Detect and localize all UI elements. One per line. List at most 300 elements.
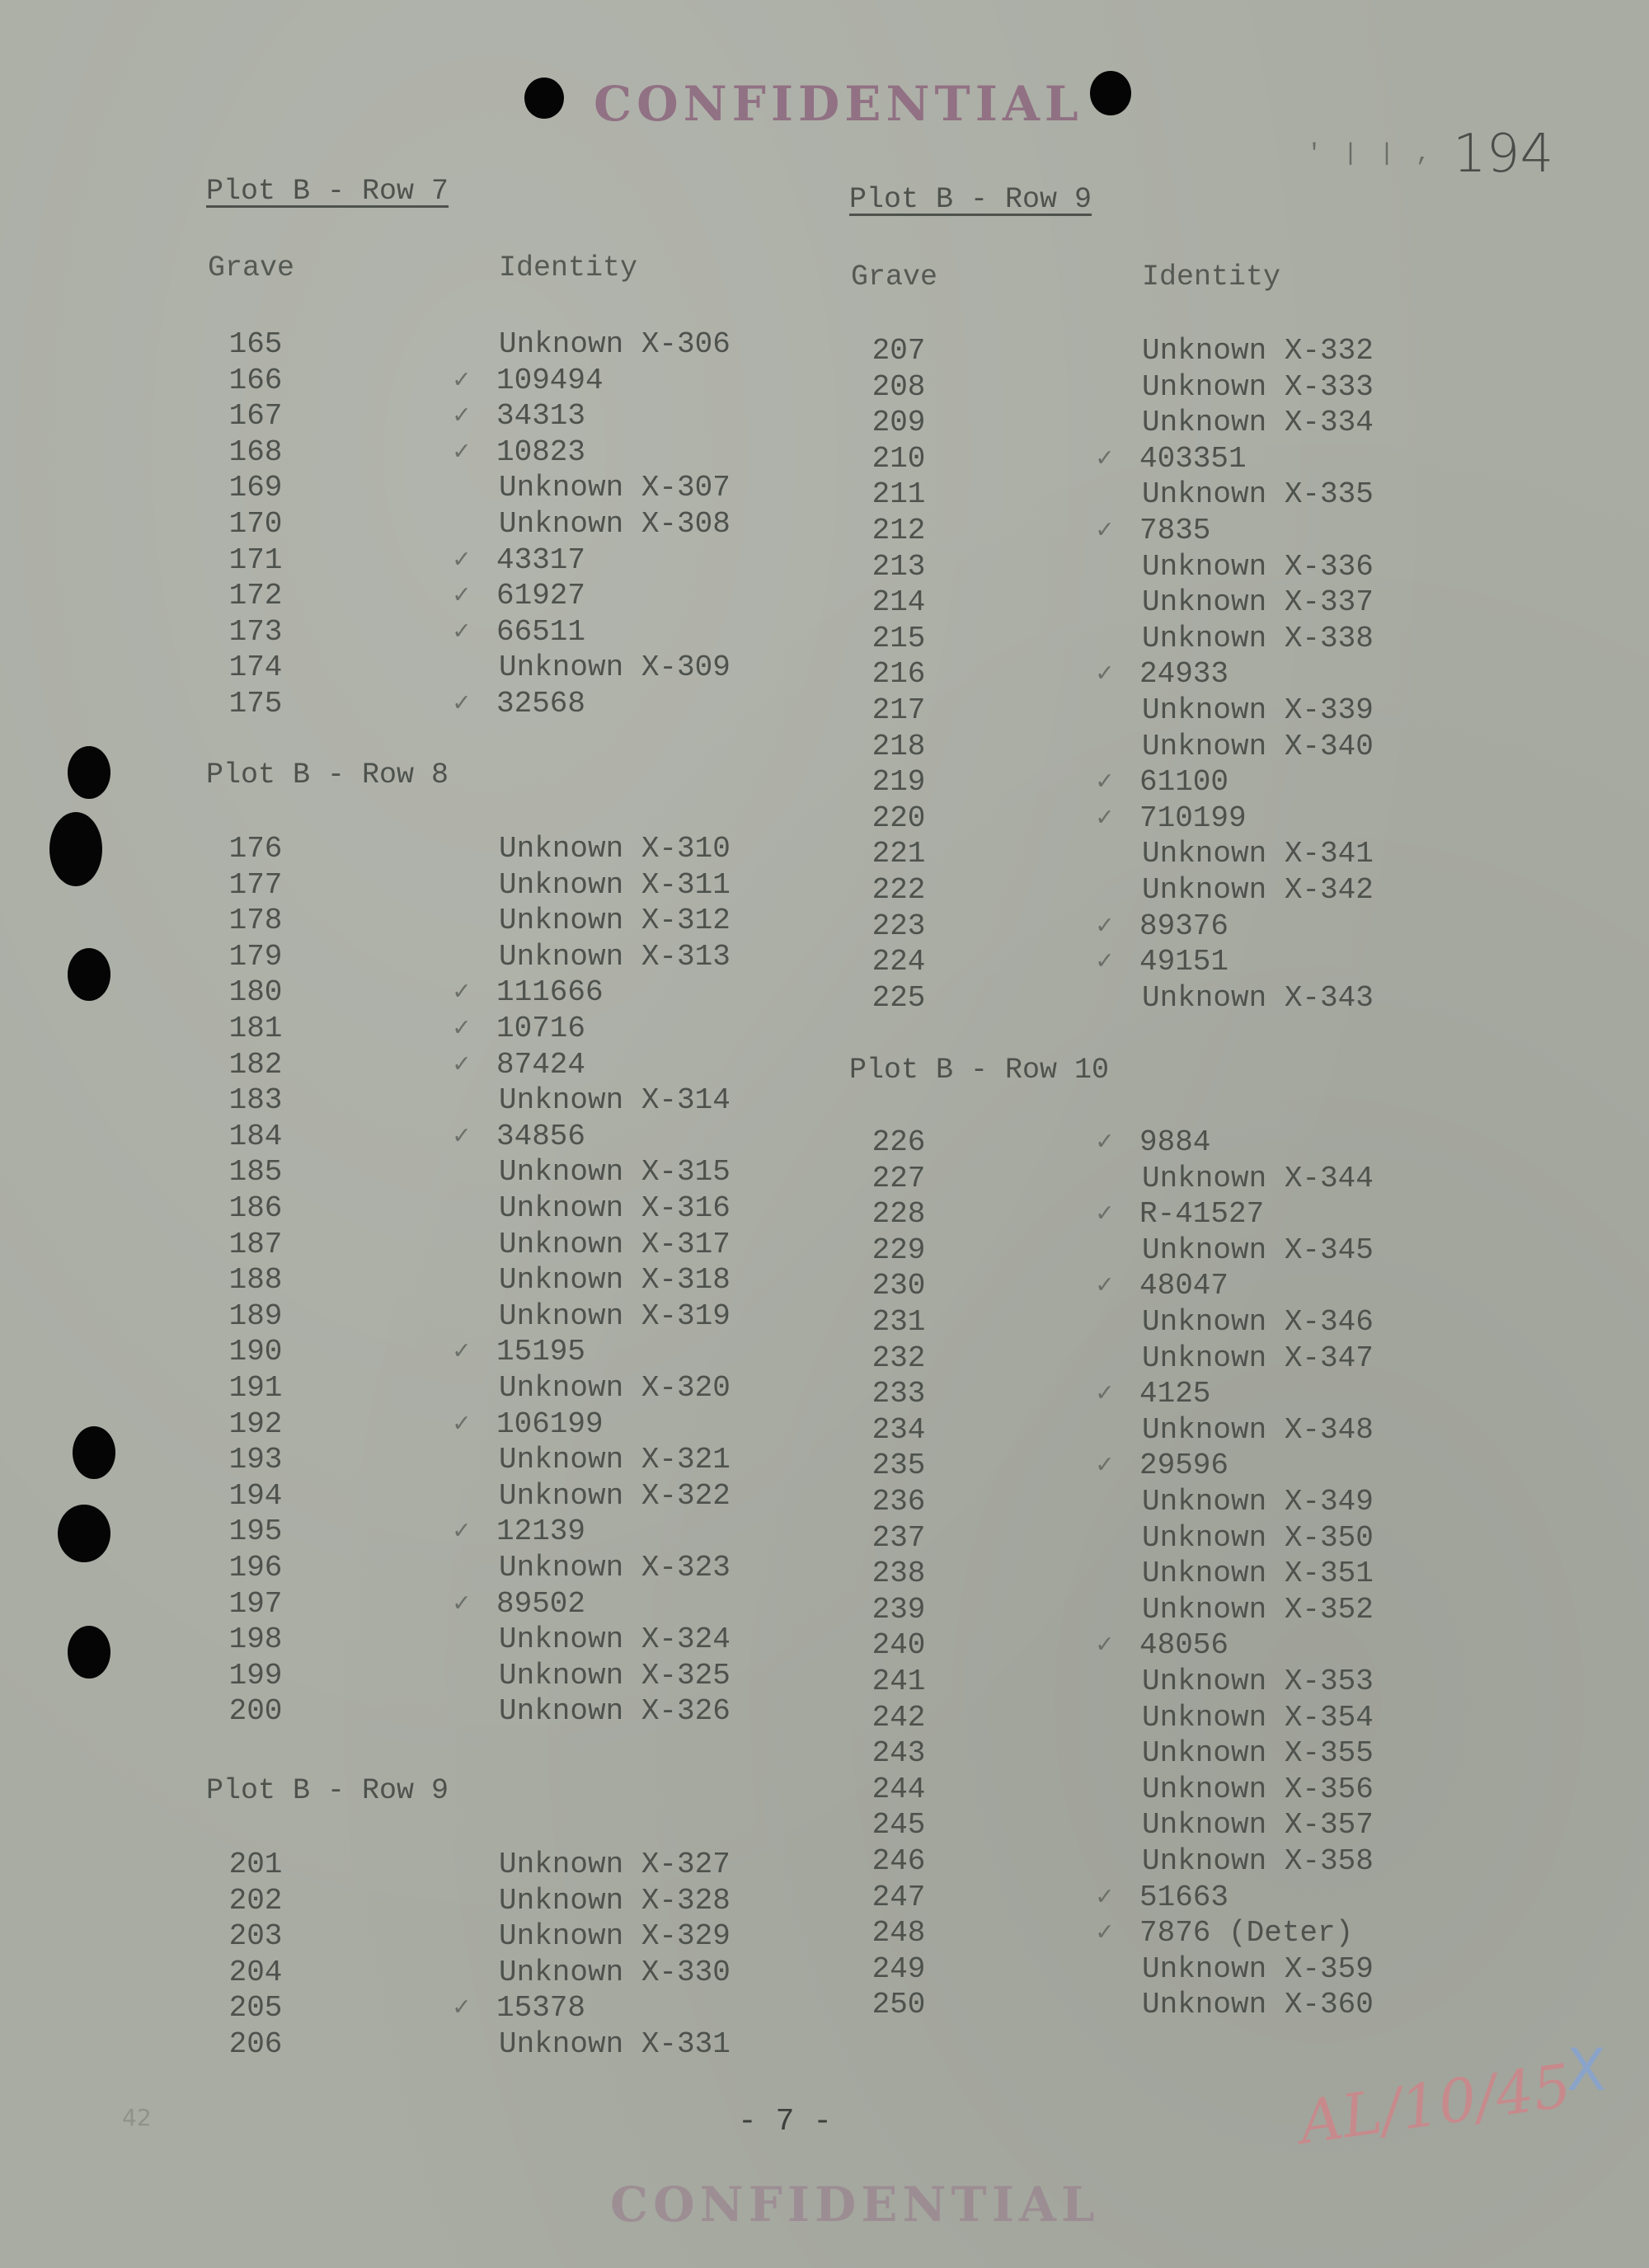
identity-value: Unknown X-310 xyxy=(499,832,731,866)
grave-number: 205 xyxy=(228,1991,283,2026)
check-mark-icon: ✓ xyxy=(1097,1918,1113,1949)
grave-number: 227 xyxy=(871,1161,926,1195)
grave-number: 165 xyxy=(228,327,283,361)
check-mark-icon: ✓ xyxy=(1097,659,1113,690)
check-mark-icon: ✓ xyxy=(453,580,470,612)
grave-number: 184 xyxy=(228,1119,283,1153)
grave-number: 179 xyxy=(228,939,283,974)
table-row xyxy=(849,1520,1426,1557)
handwritten-x-mark: X xyxy=(1567,2036,1606,2104)
identity-value: 48056 xyxy=(1139,1628,1229,1663)
table-row xyxy=(849,729,1426,765)
identity-value: Unknown X-331 xyxy=(499,2027,731,2061)
check-mark-icon: ✓ xyxy=(453,436,470,467)
check-mark-icon: ✓ xyxy=(1097,767,1113,798)
table-row xyxy=(206,1478,783,1514)
grave-number: 207 xyxy=(871,334,926,368)
table-row xyxy=(849,1233,1426,1269)
grave-number: 202 xyxy=(228,1883,283,1918)
grave-number: 185 xyxy=(228,1155,283,1190)
table-row xyxy=(206,650,783,686)
check-mark-icon: ✓ xyxy=(453,1993,470,2024)
identity-value: 106199 xyxy=(496,1406,604,1441)
identity-value: Unknown X-353 xyxy=(1142,1665,1374,1698)
binder-hole xyxy=(73,1426,115,1479)
table-row xyxy=(206,1693,783,1730)
table-row xyxy=(849,1915,1426,1951)
grave-number: 191 xyxy=(228,1371,283,1405)
table-row xyxy=(849,477,1426,513)
table-row xyxy=(849,1987,1426,2023)
binder-hole xyxy=(68,746,110,799)
table-row xyxy=(849,1484,1426,1520)
identity-value: Unknown X-347 xyxy=(1142,1341,1374,1375)
grave-number: 176 xyxy=(228,832,283,866)
binder-hole xyxy=(58,1505,110,1562)
identity-value: 32568 xyxy=(496,687,586,721)
grave-number: 224 xyxy=(871,945,926,979)
table-row xyxy=(849,1376,1426,1412)
grave-number: 198 xyxy=(228,1622,283,1657)
table-row xyxy=(849,1125,1426,1161)
identity-value: 111666 xyxy=(496,975,604,1010)
check-mark-icon: ✓ xyxy=(1097,443,1113,474)
confidential-stamp-top: CONFIDENTIAL xyxy=(594,76,1083,132)
identity-value: Unknown X-344 xyxy=(1142,1161,1374,1195)
identity-value: 7876 (Deter) xyxy=(1139,1916,1354,1951)
identity-value: Unknown X-325 xyxy=(499,1658,731,1693)
grave-number: 208 xyxy=(871,369,926,404)
grave-number: 211 xyxy=(871,477,926,512)
identity-value: 51663 xyxy=(1139,1880,1229,1914)
grave-number: 228 xyxy=(871,1197,926,1232)
grave-number: 239 xyxy=(871,1592,926,1627)
grave-number: 173 xyxy=(228,614,283,649)
grave-number: 250 xyxy=(871,1988,926,2022)
grave-number: 181 xyxy=(228,1012,283,1045)
table-row xyxy=(849,1268,1426,1304)
column-header-identity: Identity xyxy=(499,251,638,284)
identity-value: Unknown X-349 xyxy=(1142,1485,1374,1519)
identity-value: Unknown X-323 xyxy=(499,1551,731,1585)
table-row xyxy=(849,1951,1426,1988)
grave-number: 182 xyxy=(228,1047,283,1082)
grave-number: 217 xyxy=(871,693,926,727)
check-mark-icon: ✓ xyxy=(1097,1270,1113,1302)
page-number: 194 xyxy=(1453,124,1554,185)
table-row xyxy=(849,333,1426,369)
check-mark-icon: ✓ xyxy=(1097,802,1113,833)
table-row xyxy=(206,614,783,650)
binder-hole xyxy=(68,948,110,1001)
identity-value: 109494 xyxy=(496,363,604,397)
table-row xyxy=(849,513,1426,549)
grave-number: 199 xyxy=(228,1658,283,1693)
grave-number: 249 xyxy=(871,1951,926,1986)
identity-value: Unknown X-309 xyxy=(499,650,731,685)
grave-number: 244 xyxy=(871,1772,926,1806)
table-row xyxy=(206,1586,783,1622)
check-mark-icon: ✓ xyxy=(453,1013,470,1044)
grave-number: 242 xyxy=(871,1700,926,1735)
grave-number: 189 xyxy=(228,1298,283,1333)
table-row xyxy=(206,1262,783,1298)
identity-value: Unknown X-351 xyxy=(1142,1557,1374,1591)
identity-value: Unknown X-312 xyxy=(499,904,731,938)
grave-number: 212 xyxy=(871,514,926,547)
section-heading: Plot B - Row 9 xyxy=(849,183,1092,216)
identity-value: Unknown X-329 xyxy=(499,1919,731,1954)
grave-number: 236 xyxy=(871,1485,926,1519)
identity-value: 48047 xyxy=(1139,1269,1229,1303)
identity-value: Unknown X-306 xyxy=(499,327,731,361)
identity-value: Unknown X-313 xyxy=(499,939,731,974)
identity-value: Unknown X-321 xyxy=(499,1443,731,1477)
check-mark-icon: ✓ xyxy=(1097,1630,1113,1661)
page-footer-number: - 7 - xyxy=(738,2104,833,2139)
check-mark-icon: ✓ xyxy=(453,1049,470,1080)
grave-number: 234 xyxy=(871,1412,926,1447)
check-mark-icon: ✓ xyxy=(453,977,470,1008)
table-row xyxy=(206,1918,783,1955)
table-row xyxy=(206,686,783,722)
column-header-grave: Grave xyxy=(851,261,938,293)
table-row xyxy=(206,1883,783,1919)
table-row xyxy=(206,578,783,614)
table-row xyxy=(206,867,783,904)
table-row xyxy=(849,405,1426,441)
check-mark-icon: ✓ xyxy=(1097,1199,1113,1230)
table-row xyxy=(849,872,1426,909)
table-row xyxy=(849,1196,1426,1233)
identity-value: 4125 xyxy=(1139,1377,1211,1411)
grave-number: 194 xyxy=(228,1478,283,1513)
table-row xyxy=(849,764,1426,801)
table-row xyxy=(206,903,783,939)
grave-number: 240 xyxy=(871,1628,926,1663)
grave-number: 195 xyxy=(228,1514,283,1549)
grave-number: 241 xyxy=(871,1665,926,1698)
check-mark-icon: ✓ xyxy=(453,401,470,432)
table-row xyxy=(206,1154,783,1190)
identity-value: 49151 xyxy=(1139,945,1229,979)
identity-value: Unknown X-326 xyxy=(499,1694,731,1729)
grave-number: 183 xyxy=(228,1083,283,1118)
table-row xyxy=(849,1627,1426,1664)
identity-value: Unknown X-322 xyxy=(499,1478,731,1513)
identity-value: Unknown X-327 xyxy=(499,1848,731,1881)
identity-value: 66511 xyxy=(496,614,586,649)
column-header-grave: Grave xyxy=(208,251,295,284)
grave-number: 230 xyxy=(871,1269,926,1303)
grave-number: 193 xyxy=(228,1443,283,1477)
identity-value: Unknown X-311 xyxy=(499,867,731,902)
grave-number: 200 xyxy=(228,1694,283,1729)
table-row xyxy=(849,1772,1426,1808)
check-mark-icon: ✓ xyxy=(1097,515,1113,546)
grave-number: 238 xyxy=(871,1557,926,1591)
grave-number: 178 xyxy=(228,904,283,938)
identity-value: 43317 xyxy=(496,542,586,577)
identity-value: 61100 xyxy=(1139,765,1229,800)
identity-value: Unknown X-324 xyxy=(499,1622,731,1657)
identity-value: Unknown X-354 xyxy=(1142,1700,1374,1735)
identity-value: Unknown X-335 xyxy=(1142,477,1374,512)
identity-value: Unknown X-339 xyxy=(1142,693,1374,727)
grave-number: 197 xyxy=(228,1586,283,1621)
identity-value: Unknown X-355 xyxy=(1142,1736,1374,1771)
table-row xyxy=(849,909,1426,945)
grave-number: 175 xyxy=(228,687,283,721)
check-mark-icon: ✓ xyxy=(453,688,470,719)
identity-value: Unknown X-348 xyxy=(1142,1412,1374,1447)
table-row xyxy=(206,1047,783,1083)
identity-value: 24933 xyxy=(1139,657,1229,692)
section-heading: Plot B - Row 7 xyxy=(206,175,449,208)
grave-number: 219 xyxy=(871,765,926,800)
grave-number: 247 xyxy=(871,1880,926,1914)
check-mark-icon: ✓ xyxy=(453,1408,470,1439)
table-row xyxy=(206,1955,783,1991)
check-mark-icon: ✓ xyxy=(453,616,470,647)
check-mark-icon: ✓ xyxy=(1097,1450,1113,1481)
margin-note: 42 xyxy=(122,2104,152,2131)
identity-value: Unknown X-357 xyxy=(1142,1808,1374,1843)
grave-number: 221 xyxy=(871,837,926,871)
table-row xyxy=(849,1448,1426,1484)
table-row xyxy=(206,506,783,542)
table-row xyxy=(206,1298,783,1335)
table-row xyxy=(206,1082,783,1119)
table-row xyxy=(206,363,783,399)
table-row xyxy=(849,621,1426,657)
grave-number: 246 xyxy=(871,1844,926,1878)
table-row xyxy=(206,434,783,471)
identity-value: Unknown X-316 xyxy=(499,1191,731,1225)
grave-number: 170 xyxy=(228,507,283,541)
identity-value: 710199 xyxy=(1139,801,1247,835)
grave-number: 231 xyxy=(871,1305,926,1339)
table-row xyxy=(849,1592,1426,1628)
table-row xyxy=(849,549,1426,585)
grave-number: 209 xyxy=(871,406,926,440)
identity-value: Unknown X-337 xyxy=(1142,585,1374,620)
table-row xyxy=(849,1807,1426,1843)
table-row xyxy=(849,801,1426,837)
identity-value: Unknown X-318 xyxy=(499,1263,731,1298)
grave-number: 245 xyxy=(871,1808,926,1843)
grave-number: 186 xyxy=(228,1191,283,1225)
table-row xyxy=(206,1442,783,1478)
table-row xyxy=(849,1843,1426,1880)
check-mark-icon: ✓ xyxy=(453,1120,470,1152)
grave-number: 204 xyxy=(228,1955,283,1989)
grave-number: 235 xyxy=(871,1449,926,1483)
check-mark-icon: ✓ xyxy=(453,1588,470,1619)
grave-number: 216 xyxy=(871,657,926,692)
table-row xyxy=(206,831,783,867)
table-row xyxy=(206,1119,783,1155)
section-heading: Plot B - Row 9 xyxy=(206,1774,449,1807)
grave-number: 168 xyxy=(228,434,283,469)
table-row xyxy=(206,1334,783,1370)
table-row xyxy=(849,1341,1426,1377)
column-header-identity: Identity xyxy=(1142,261,1281,293)
table-row xyxy=(849,1304,1426,1341)
grave-number: 215 xyxy=(871,621,926,655)
binder-hole xyxy=(49,812,102,886)
identity-value: 15378 xyxy=(496,1991,586,2026)
identity-value: Unknown X-343 xyxy=(1142,980,1374,1015)
grave-number: 213 xyxy=(871,549,926,584)
identity-value: Unknown X-360 xyxy=(1142,1988,1374,2022)
identity-value: Unknown X-346 xyxy=(1142,1305,1374,1339)
right-column xyxy=(849,0,1426,2268)
check-mark-icon: ✓ xyxy=(453,1516,470,1547)
table-row xyxy=(849,980,1426,1017)
identity-value: Unknown X-332 xyxy=(1142,334,1374,368)
grave-number: 169 xyxy=(228,471,283,505)
table-row xyxy=(849,441,1426,477)
identity-value: Unknown X-314 xyxy=(499,1083,731,1118)
table-row xyxy=(849,1880,1426,1916)
grave-number: 171 xyxy=(228,542,283,577)
table-row xyxy=(206,1514,783,1550)
section-heading: Plot B - Row 8 xyxy=(206,758,449,791)
check-mark-icon: ✓ xyxy=(1097,1378,1113,1410)
identity-value: Unknown X-317 xyxy=(499,1227,731,1261)
identity-value: 15195 xyxy=(496,1335,586,1369)
grave-number: 225 xyxy=(871,980,926,1015)
table-row xyxy=(206,1847,783,1883)
table-row xyxy=(206,542,783,579)
identity-value: 34856 xyxy=(496,1119,586,1153)
identity-value: Unknown X-308 xyxy=(499,507,731,541)
grave-number: 192 xyxy=(228,1406,283,1441)
section-heading: Plot B - Row 10 xyxy=(849,1054,1110,1087)
grave-number: 188 xyxy=(228,1263,283,1298)
check-mark-icon: ✓ xyxy=(1097,910,1113,941)
grave-number: 210 xyxy=(871,441,926,476)
table-row xyxy=(849,1556,1426,1592)
grave-number: 172 xyxy=(228,579,283,613)
table-row xyxy=(206,398,783,434)
identity-value: Unknown X-359 xyxy=(1142,1951,1374,1986)
grave-number: 233 xyxy=(871,1377,926,1411)
identity-value: 29596 xyxy=(1139,1449,1229,1483)
check-mark-icon: ✓ xyxy=(453,364,470,396)
table-row xyxy=(849,693,1426,729)
check-mark-icon: ✓ xyxy=(1097,1127,1113,1157)
check-mark-icon: ✓ xyxy=(1097,946,1113,978)
identity-value: Unknown X-336 xyxy=(1142,549,1374,584)
grave-number: 196 xyxy=(228,1551,283,1585)
grave-number: 232 xyxy=(871,1341,926,1375)
grave-number: 237 xyxy=(871,1520,926,1555)
grave-number: 167 xyxy=(228,399,283,434)
grave-number: 218 xyxy=(871,729,926,763)
grave-number: 180 xyxy=(228,975,283,1010)
identity-value: Unknown X-342 xyxy=(1142,873,1374,907)
grave-number: 190 xyxy=(228,1335,283,1369)
grave-number: 214 xyxy=(871,585,926,620)
identity-value: Unknown X-315 xyxy=(499,1155,731,1190)
grave-number: 177 xyxy=(228,867,283,902)
check-mark-icon: ✓ xyxy=(1097,1881,1113,1913)
grave-number: 248 xyxy=(871,1916,926,1951)
identity-value: Unknown X-350 xyxy=(1142,1520,1374,1555)
grave-number: 206 xyxy=(228,2027,283,2061)
handwritten-initials: AL/10/45 xyxy=(1294,2050,1576,2158)
grave-number: 220 xyxy=(871,801,926,835)
identity-value: 9884 xyxy=(1139,1125,1211,1159)
identity-value: 12139 xyxy=(496,1514,586,1549)
table-row xyxy=(206,1622,783,1658)
table-row xyxy=(206,1190,783,1227)
table-row xyxy=(849,1735,1426,1772)
grave-number: 229 xyxy=(871,1233,926,1267)
table-row xyxy=(206,1406,783,1443)
table-row xyxy=(849,1412,1426,1449)
table-row xyxy=(849,944,1426,980)
table-row xyxy=(206,1370,783,1406)
left-column xyxy=(206,0,783,2268)
identity-value: Unknown X-341 xyxy=(1142,837,1374,871)
grave-number: 187 xyxy=(228,1227,283,1261)
identity-value: 7835 xyxy=(1139,514,1211,547)
page-tick-marks: ' | | , xyxy=(1307,140,1435,168)
identity-value: 61927 xyxy=(496,579,586,613)
table-row xyxy=(206,326,783,363)
identity-value: Unknown X-320 xyxy=(499,1371,731,1405)
identity-value: 89502 xyxy=(496,1586,586,1621)
table-row xyxy=(849,1664,1426,1700)
identity-value: Unknown X-319 xyxy=(499,1298,731,1333)
identity-value: 87424 xyxy=(496,1047,586,1082)
table-row xyxy=(206,974,783,1011)
identity-value: Unknown X-307 xyxy=(499,471,731,505)
grave-number: 201 xyxy=(228,1848,283,1881)
table-row xyxy=(206,1550,783,1586)
identity-value: Unknown X-340 xyxy=(1142,729,1374,763)
check-mark-icon: ✓ xyxy=(453,544,470,575)
table-row xyxy=(849,369,1426,406)
identity-value: Unknown X-333 xyxy=(1142,369,1374,404)
grave-number: 223 xyxy=(871,909,926,943)
grave-number: 174 xyxy=(228,650,283,685)
identity-value: 10716 xyxy=(496,1012,586,1045)
identity-value: 34313 xyxy=(496,399,586,434)
table-row xyxy=(206,1011,783,1047)
table-row xyxy=(206,1658,783,1694)
confidential-stamp-bottom: CONFIDENTIAL xyxy=(610,2176,1100,2233)
table-row xyxy=(206,1990,783,2026)
table-row xyxy=(849,585,1426,621)
identity-value: Unknown X-328 xyxy=(499,1883,731,1918)
check-mark-icon: ✓ xyxy=(453,1336,470,1368)
identity-value: Unknown X-330 xyxy=(499,1955,731,1989)
identity-value: 89376 xyxy=(1139,909,1229,943)
table-row xyxy=(849,836,1426,872)
table-row xyxy=(849,1700,1426,1736)
identity-value: R-41527 xyxy=(1139,1197,1265,1232)
table-row xyxy=(206,939,783,975)
identity-value: Unknown X-358 xyxy=(1142,1844,1374,1878)
table-row xyxy=(206,2026,783,2063)
table-row xyxy=(206,470,783,506)
grave-number: 222 xyxy=(871,873,926,907)
identity-value: Unknown X-338 xyxy=(1142,621,1374,655)
